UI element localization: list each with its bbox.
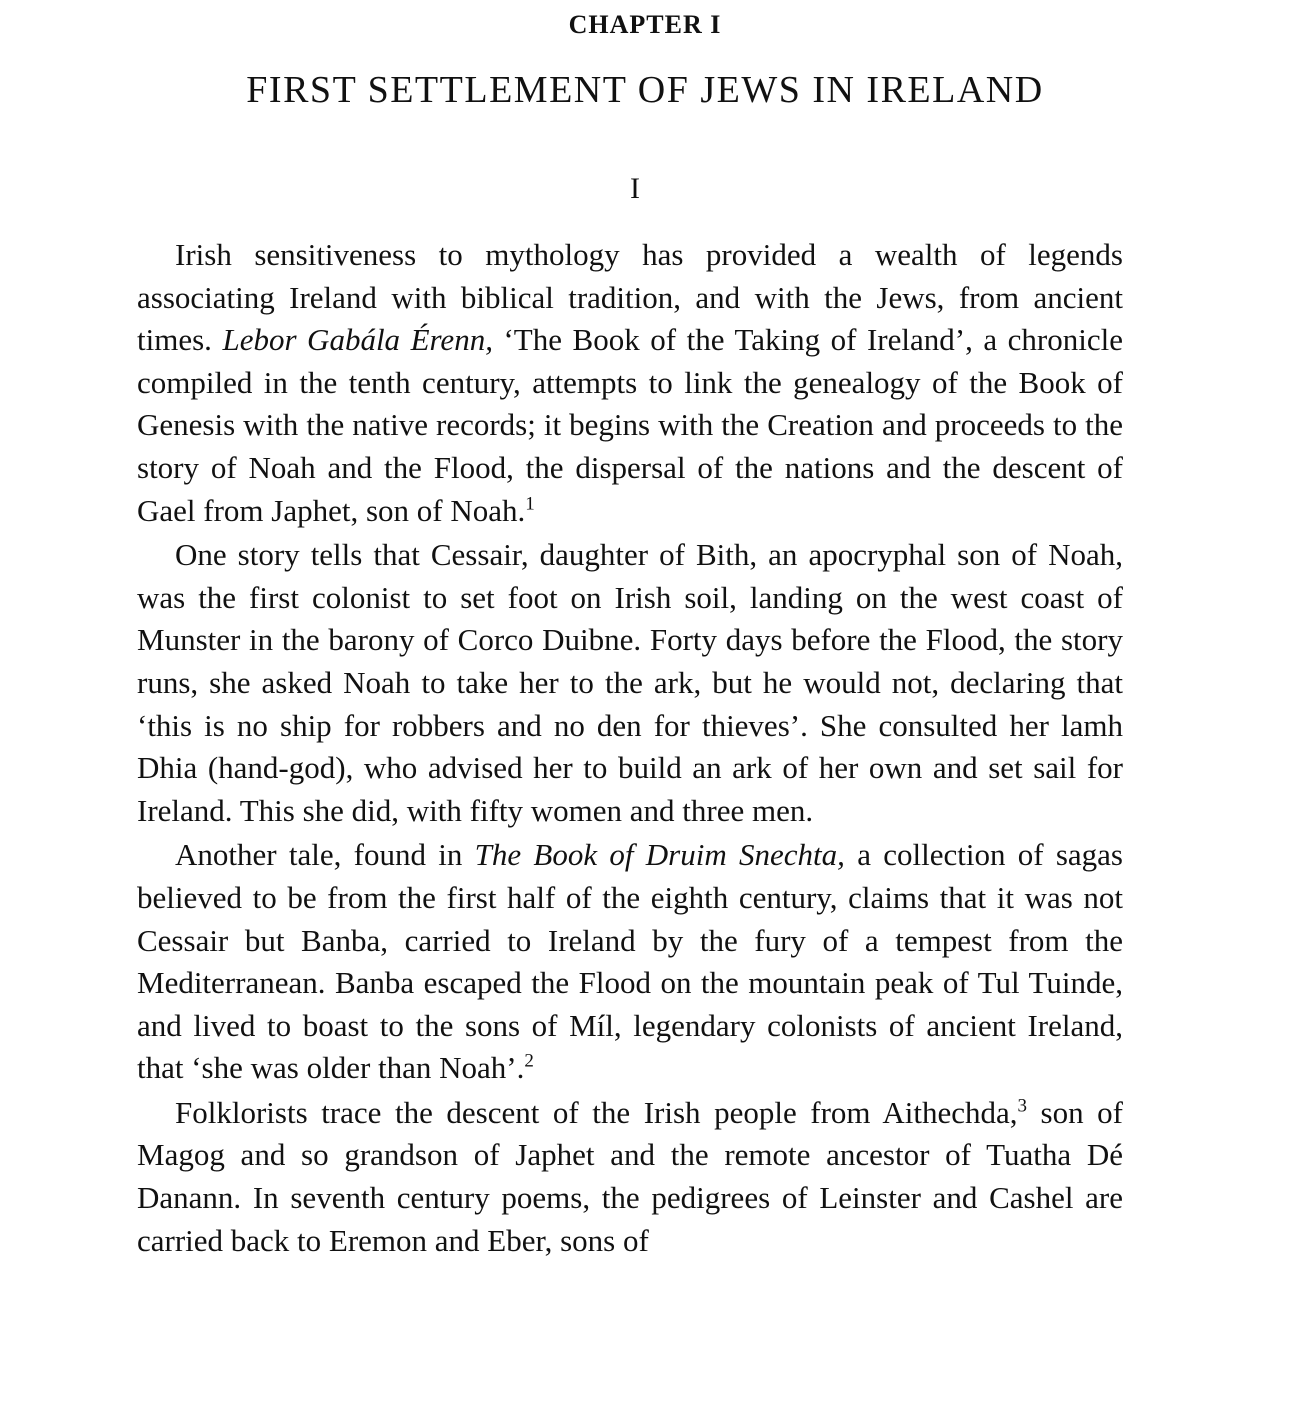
paragraph-2: [137, 534, 1123, 832]
text-run: son of Magog and so grandson of Japhet and the remote ancestor of Tuatha Dé Danann. In seventh century poems, the pedigrees of Leinster and Cashel are carried back to Eremon and Eber, sons of: [137, 1094, 1123, 1258]
paragraph-3: [137, 834, 1123, 1090]
footnote-marker-1[interactable]: 1: [525, 493, 535, 515]
paragraph-1: [137, 234, 1123, 532]
text-run: Irish sensitiveness to mythology has provided a wealth of legends associating Ireland with biblical tradition, and with the Jews, from ancient times.: [137, 237, 1123, 358]
italic-title-druim-snechta: The Book of Druim Snechta,: [474, 837, 845, 873]
footnote-marker-2[interactable]: 2: [524, 1050, 534, 1072]
chapter-title: FIRST SETTLEMENT OF JEWS IN IRELAND: [246, 69, 1044, 111]
paragraph-4: [137, 1092, 1123, 1262]
text-run: One story tells that Cessair, daughter of Bith, an apocryphal son of Noah, was the first colonist to set foot on Irish soil, landing on the west coast of Munster in the barony of Corco Duibne. Forty days before the Flood, the story runs, she asked Noah to take her to the ark, but he would not, declaring that ‘this is no ship for robbers and no den for thieves’. She consulted her lamh Dhia (hand-god), who advised her to build an ark of her own and set sail for Ireland. This she did, with fifty women and three men.: [137, 537, 1123, 828]
italic-title-lebor-gabala: Lebor Gabála Érenn,: [222, 322, 493, 358]
section-number: I: [630, 172, 640, 205]
text-run: Folklorists trace the descent of the Irish people from Aithechda,: [175, 1094, 1018, 1130]
footnote-marker-3[interactable]: 3: [1017, 1095, 1027, 1117]
text-run: Another tale, found in: [175, 837, 475, 873]
text-run: a collection of sagas believed to be from the first half of the eighth century, claims that it was not Cessair but Banba, carried to Ireland by the fury of a tempest from the Mediterranean. Banba escaped the Flood on the mountain peak of Tul Tuinde, and lived to boast to the sons of Míl, legendary colonists of ancient Ireland, that ‘she was older than Noah’.: [137, 837, 1123, 1086]
body-text: [137, 234, 1123, 1262]
chapter-label: CHAPTER I: [568, 10, 722, 39]
text-run: ‘The Book of the Taking of Ireland’, a chronicle compiled in the tenth century, attempts to link the genealogy of the Book of Genesis with the native records; it begins with the Creation and proceeds to the story of Noah and the Flood, the dispersal of the nations and the descent of Gael from Japhet, son of Noah.: [137, 322, 1123, 528]
